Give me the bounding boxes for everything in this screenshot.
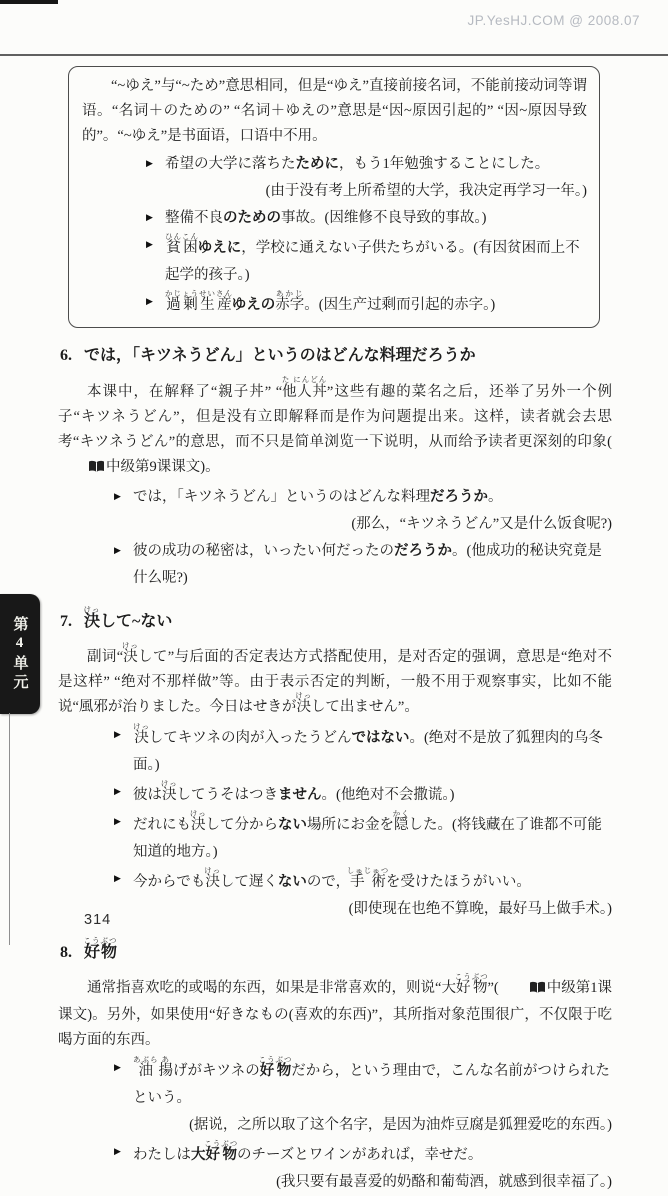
section-number: 7. — [60, 613, 72, 630]
bullet-icon: ▶ — [114, 817, 121, 827]
example-row — [114, 809, 612, 866]
example-row — [146, 289, 587, 319]
example-row — [114, 1139, 612, 1169]
bullet-icon: ▶ — [114, 874, 121, 884]
section-heading — [60, 605, 612, 637]
example-row — [146, 232, 587, 289]
grammar-rule-box — [68, 66, 600, 328]
header-divider-line — [0, 54, 668, 56]
page-content — [58, 66, 612, 1196]
book-icon — [59, 457, 105, 482]
bullet-icon: ▶ — [114, 492, 121, 502]
section-examples — [114, 1055, 612, 1196]
example-jp: 過剰生産かじょうせいさんゆえの赤字あかじ。 — [165, 289, 319, 313]
example-cn: (因生产过剩而引起的赤字。) — [318, 297, 496, 313]
section-paragraph: 本课中，在解释了“親子丼” “他人丼た にんどん”这些有趣的菜名之后，还举了另外一个例子“キツネうどん”，但是没有立即解释而是作为问题提出来。这样，读者就会去思考“キツネうどん”的意思，而不只是简单浏览一下说明，从而给予读者更深刻的印象(中级第9课课文)。 — [58, 375, 612, 482]
section-number: 8. — [60, 944, 72, 961]
example-cn: (即使现在也绝不算晚，最好马上做手术。) — [348, 901, 612, 917]
example-row — [114, 722, 612, 779]
watermark: JP.YesHJ.COM @ 2008.07 — [467, 13, 640, 28]
section-paragraph: 副词“決けっして”与后面的否定表达方式搭配使用，是对否定的强调，意思是“绝对不是这样” “绝对不那样做”等。由于表示否定的判断，一般不用于观察事实，比如不能说“風邪が治りました。今日はせきが決けっして出ません”。 — [58, 641, 613, 715]
section-paragraph: 通常指喜欢吃的或喝的东西，如果是非常喜欢的，则说“大好物こうぶつ”( 中级第1课课文)。另外，如果使用“好きなもの(喜欢的东西)”，其所指对象范围很广，不仅限于吃喝方面的东西。 — [58, 972, 613, 1048]
example-cn: (因维修不良导致的事故。) — [324, 210, 487, 226]
scan-corner-mark — [0, 0, 58, 4]
example-jp: 決けっしてキツネの肉が入ったうどんではない。 — [133, 722, 424, 746]
example-cn: (有因贫困而上不起学的孩子。) — [165, 240, 580, 283]
example-cn: (绝对不是放了狐狸肉的乌冬面。) — [133, 730, 603, 773]
example-jp: 彼の成功の秘密は，いったい何だったのだろうか。 — [133, 543, 467, 559]
example-cn: (他绝对不会撒谎。) — [336, 787, 455, 803]
example-jp: 彼は決けっしてうそはつきません。 — [133, 779, 336, 803]
example-jp: 貧困ひんこんゆえに，学校に通えない子供たちがいる。 — [165, 232, 474, 256]
example-row — [114, 779, 612, 809]
example-row — [114, 484, 612, 511]
section-6 — [58, 341, 612, 592]
book-icon — [500, 978, 546, 1003]
section-examples — [114, 722, 612, 923]
example-row — [146, 151, 587, 178]
bullet-icon: ▶ — [146, 159, 153, 169]
example-row — [146, 205, 587, 232]
section-number: 6. — [60, 347, 72, 364]
page-edge-line — [9, 713, 10, 945]
bullet-icon: ▶ — [114, 1147, 121, 1157]
example-jp: 希望の大学に落ちたために，もう1年勉強することにした。 — [165, 156, 550, 172]
bullet-icon: ▶ — [114, 546, 121, 556]
example-row — [114, 538, 612, 592]
example-row — [114, 1055, 612, 1112]
bullet-icon: ▶ — [146, 213, 153, 223]
bullet-icon: ▶ — [114, 730, 121, 740]
example-jp: わたしは大好物こうぶつのチーズとワインがあれば，幸せだ。 — [133, 1139, 483, 1163]
example-jp: 今からでも決けっして遅くないので，手術しゅじゅつを受けたほうがいい。 — [133, 866, 531, 890]
section-heading — [60, 341, 612, 371]
example-cn: (将钱藏在了谁都不可能知道的地方。) — [133, 817, 602, 860]
unit-tab: 第4单元 — [0, 594, 40, 714]
example-cn: (据说，之所以取了这个名字，是因为油炸豆腐是狐狸爱吃的东西。) — [189, 1117, 612, 1133]
page-number: 314 — [84, 912, 112, 928]
example-row — [114, 866, 612, 896]
section-7 — [58, 605, 612, 923]
section-8 — [58, 936, 612, 1196]
bullet-icon: ▶ — [146, 240, 153, 250]
example-jp: 整備不良のための事故。 — [165, 210, 325, 226]
section-examples — [114, 484, 612, 592]
bullet-icon: ▶ — [114, 787, 121, 797]
rule-box-paragraph: “~ゆえ”与“~ため”意思相同，但是“ゆえ”直接前接名词，不能前接动词等谓语。“名词＋のための” “名词＋ゆえの”意思是“因~原因引起的” “因~原因导致的”。“~ゆえ”是书面语，口语中不用。 — [82, 78, 587, 144]
section-title: 好物こうぶつ — [83, 936, 118, 961]
example-jp: 油あぶら揚あげがキツネの好物こうぶつだから，という理由で，こんな名前がつけられたという。 — [133, 1055, 610, 1106]
section-heading — [60, 936, 612, 968]
example-cn: (他成功的秘诀究竟是什么呢?) — [133, 543, 602, 586]
bullet-icon: ▶ — [146, 297, 153, 307]
section-title: では，「キツネうどん」というのはどんな料理だろうか — [84, 347, 476, 364]
section-title: 決けっして~ない — [83, 605, 173, 630]
example-cn: (由于没有考上所希望的大学，我决定再学习一年。) — [265, 183, 587, 199]
rule-box-examples — [146, 151, 587, 319]
example-jp: では，「キツネうどん」というのはどんな料理だろうか。 — [133, 489, 503, 505]
bullet-icon: ▶ — [114, 1063, 121, 1073]
example-cn: (那么，“キツネうどん”又是什么饭食呢?) — [351, 516, 612, 532]
example-jp: だれにも決けっして分からない場所にお金を隠かくした。 — [133, 809, 452, 833]
example-cn: (我只要有最喜爱的奶酪和葡萄酒，就感到很幸福了。) — [276, 1174, 612, 1190]
